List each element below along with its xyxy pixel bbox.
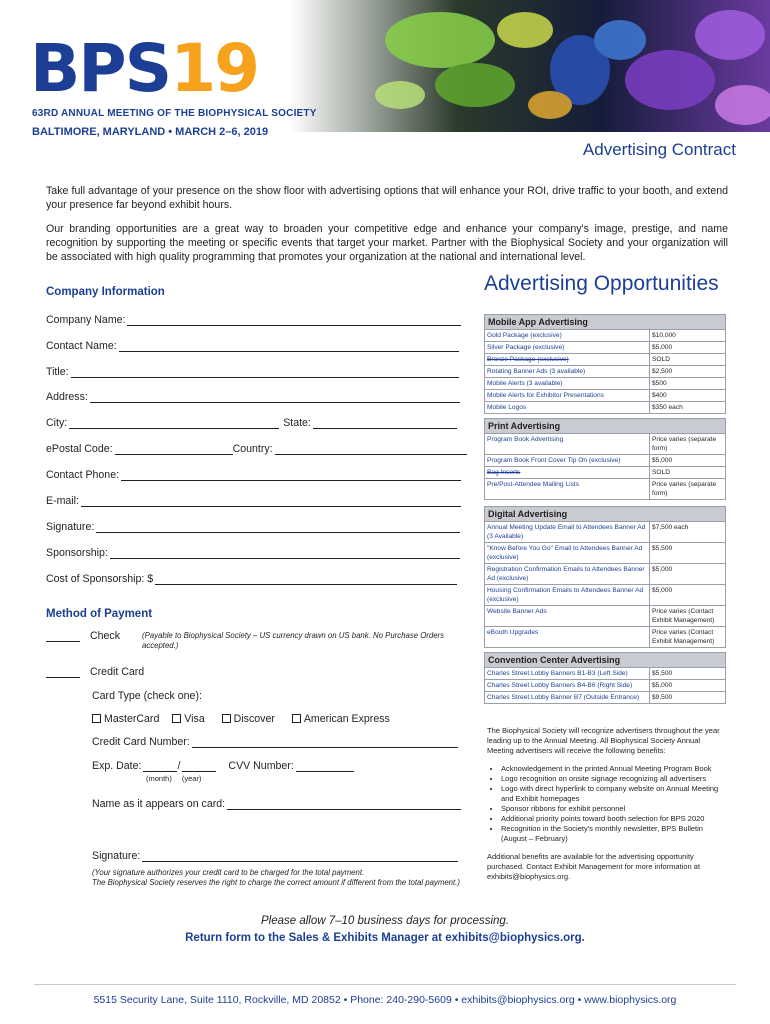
cc-number-field[interactable]: Credit Card Number: <box>92 736 458 748</box>
list-item: • Recognition in the Society's monthly newsletter, BPS Bulletin (August – February) <box>501 824 723 844</box>
table-title: Mobile App Advertising <box>485 315 726 330</box>
table-title: Digital Advertising <box>485 507 726 522</box>
contact-phone-input[interactable] <box>121 470 461 481</box>
email-input[interactable] <box>81 496 461 507</box>
postal-country-field[interactable]: ePostal Code: Country: <box>46 443 467 455</box>
title-input[interactable] <box>71 367 459 378</box>
card-type-options <box>92 713 390 725</box>
exp-hints: (month) (year) <box>146 774 202 783</box>
table-row: Pre/Post-Attendee Mailing Lists Price varies (separate form) <box>485 479 726 500</box>
city-state-field[interactable]: City: State: <box>46 417 457 429</box>
mastercard-option[interactable]: MasterCard <box>92 713 159 725</box>
table-row: Charles Street Lobby Banners B1-B3 (Left Side) $5,500 <box>485 668 726 680</box>
list-item: • Sponsor ribbons for exhibit personnel <box>501 804 723 814</box>
contact-phone-field[interactable]: Contact Phone: <box>46 469 461 481</box>
discover-option[interactable]: Discover <box>222 713 275 725</box>
list-item: • Additional priority points toward booth selection for BPS 2020 <box>501 814 723 824</box>
meeting-location: BALTIMORE, MARYLAND • MARCH 2–6, 2019 <box>32 126 269 138</box>
cost-input[interactable] <box>155 574 457 585</box>
footer-contact: 5515 Security Lane, Suite 1110, Rockville, MD 20852 • Phone: 240-290-5609 • exhibits@biophysics.org • www.biophysics.org <box>93 994 677 1006</box>
sponsorship-input[interactable] <box>110 548 460 559</box>
table-row: eBooth Upgrades Price varies (Contact Exhibit Management) <box>485 627 726 648</box>
company-name-field[interactable]: Company Name: <box>46 314 461 326</box>
visa-option[interactable]: Visa <box>172 713 204 725</box>
intro-paragraph-2: Our branding opportunities are a great way to broaden your competitive edge and enhance your company's image, prestige, and name recognition by supporting the meeting or specific events that target your market. Partner with the Biophysical Society and your organization will be associated with high quality programming that promotes your organization at the national and international level. <box>46 223 728 263</box>
check-blank[interactable] <box>46 632 80 642</box>
exp-month-input[interactable] <box>143 761 177 772</box>
page-title: Advertising Contract <box>582 140 736 159</box>
address-input[interactable] <box>90 392 460 403</box>
postal-code-input[interactable] <box>115 444 233 455</box>
amex-option[interactable]: American Express <box>292 713 390 725</box>
cost-field[interactable]: Cost of Sponsorship: $ <box>46 573 457 585</box>
contact-name-field[interactable]: Contact Name: <box>46 340 459 352</box>
table-row: Bronze Package (exclusive) SOLD <box>485 354 726 366</box>
state-input[interactable] <box>313 418 457 429</box>
list-item: • Acknowledgement in the printed Annual Meeting Program Book <box>501 764 723 774</box>
signature-field[interactable]: Signature: <box>46 521 460 533</box>
table-title: Convention Center Advertising <box>485 653 726 668</box>
card-signature-field[interactable]: Signature: <box>92 850 458 862</box>
email-field[interactable]: E-mail: <box>46 495 461 507</box>
table-row: Bag Inserts SOLD <box>485 467 726 479</box>
name-on-card-input[interactable] <box>227 799 461 810</box>
advertiser-benefits: The Biophysical Society will recognize advertisers throughout the year leading up to the Annual Meeting. All Biophysical Society Annual Meeting advertisers will receive the following benefits: • Acknowledgement in the printed Annual Meeting Program Book • Logo recognition on onsite signage recognizing all advertisers • Logo with direct hyperlink to company website on Annual Meeting and Exhibit homepages • Sponsor ribbons for exhibit personnel • Additional priority points toward booth selection for BPS 2020 • Recognition in the Society's monthly newsletter, BPS Bulletin (August – February) Additional benefits are available for the advertising opportunity purchased. Contact Exhibit Management for more information at exhibits@biophysics.org. <box>487 726 723 882</box>
table-row: Silver Package (exclusive) $5,000 <box>485 342 726 354</box>
list-item: • Logo with direct hyperlink to company website on Annual Meeting and Exhibit homepages <box>501 784 723 804</box>
card-type-label: Card Type (check one): <box>92 690 202 702</box>
intro-paragraph-1: Take full advantage of your presence on the show floor with advertising options that will enhance your ROI, drive traffic to your booth, and extend your presence far beyond exhibit hours. <box>46 185 728 211</box>
card-signature-input[interactable] <box>142 851 458 862</box>
table-title: Print Advertising <box>485 419 726 434</box>
table-row: Program Book Advertising Price varies (separate form) <box>485 434 726 455</box>
mobile-ad-table <box>484 314 726 414</box>
title-field[interactable]: Title: <box>46 366 459 378</box>
company-info-heading: Company Information <box>46 286 165 298</box>
list-item: • Logo recognition on onsite signage recognizing all advertisers <box>501 774 723 784</box>
table-row: Charles Street Lobby Banners B4-B6 (Right Side) $5,000 <box>485 680 726 692</box>
exp-year-input[interactable] <box>182 761 216 772</box>
cc-number-input[interactable] <box>192 737 458 748</box>
convention-ad-table <box>484 652 726 704</box>
bps19-logo: BPS19 <box>30 30 259 107</box>
payment-heading: Method of Payment <box>46 608 153 620</box>
address-field[interactable]: Address: <box>46 391 460 403</box>
table-row: Gold Package (exclusive) $10,000 <box>485 330 726 342</box>
signature-input[interactable] <box>96 522 460 533</box>
checkbox[interactable] <box>92 714 101 723</box>
digital-ad-table <box>484 506 726 648</box>
city-input[interactable] <box>69 418 279 429</box>
meeting-subtitle: 63RD ANNUAL MEETING OF THE BIOPHYSICAL SOCIETY <box>32 108 317 119</box>
opportunities-heading: Advertising Opportunities <box>484 272 719 295</box>
table-row: Website Banner Ads Price varies (Contact Exhibit Management) <box>485 606 726 627</box>
table-row: Housing Confirmation Emails to Attendees Banner Ad (exclusive) $5,000 <box>485 585 726 606</box>
check-option[interactable]: Check (Payable to Biophysical Society – US currency drawn on US bank. No Purchase Orders accepted.) <box>46 630 466 642</box>
table-row: Annual Meeting Update Email to Attendees Banner Ad (3 Available) $7,500 each <box>485 522 726 543</box>
table-row: Registration Confirmation Emails to Attendees Banner Ad (exclusive) $5,000 <box>485 564 726 585</box>
table-row: Mobile Alerts (3 available) $500 <box>485 378 726 390</box>
print-ad-table <box>484 418 726 500</box>
table-row: Mobile Alerts for Exhibitor Presentations $400 <box>485 390 726 402</box>
table-row: Charles Street Lobby Banner B7 (Outside Entrance) $9,500 <box>485 692 726 704</box>
protein-banner-image <box>290 0 770 132</box>
processing-note: Please allow 7–10 business days for processing. <box>260 915 510 927</box>
credit-card-option[interactable]: Credit Card <box>46 666 144 678</box>
contact-name-input[interactable] <box>119 341 459 352</box>
checkbox[interactable] <box>292 714 301 723</box>
table-row: Rotating Banner Ads (3 available) $2,500 <box>485 366 726 378</box>
cvv-input[interactable] <box>296 761 354 772</box>
sponsorship-field[interactable]: Sponsorship: <box>46 547 460 559</box>
exp-cvv-field[interactable]: Exp. Date: / CVV Number: <box>92 760 354 772</box>
benefits-list <box>501 764 723 844</box>
table-row: "Know Before You Go" Email to Attendees Banner Ad (exclusive) $5,500 <box>485 543 726 564</box>
checkbox[interactable] <box>172 714 181 723</box>
checkbox[interactable] <box>222 714 231 723</box>
country-input[interactable] <box>275 444 467 455</box>
table-row: Mobile Logos $350 each <box>485 402 726 414</box>
authorization-note: (Your signature authorizes your credit card to be charged for the total payment. The Biophysical Society reserves the right to charge the correct amount if different from the total payment.) <box>92 868 460 887</box>
return-instruction: Return form to the Sales & Exhibits Manager at exhibits@biophysics.org. <box>185 932 585 944</box>
company-name-input[interactable] <box>127 315 461 326</box>
name-on-card-field[interactable]: Name as it appears on card: <box>92 798 461 810</box>
table-row: Program Book Front Cover Tip On (exclusive) $5,000 <box>485 455 726 467</box>
footer-divider <box>34 984 736 985</box>
credit-card-blank[interactable] <box>46 668 80 678</box>
